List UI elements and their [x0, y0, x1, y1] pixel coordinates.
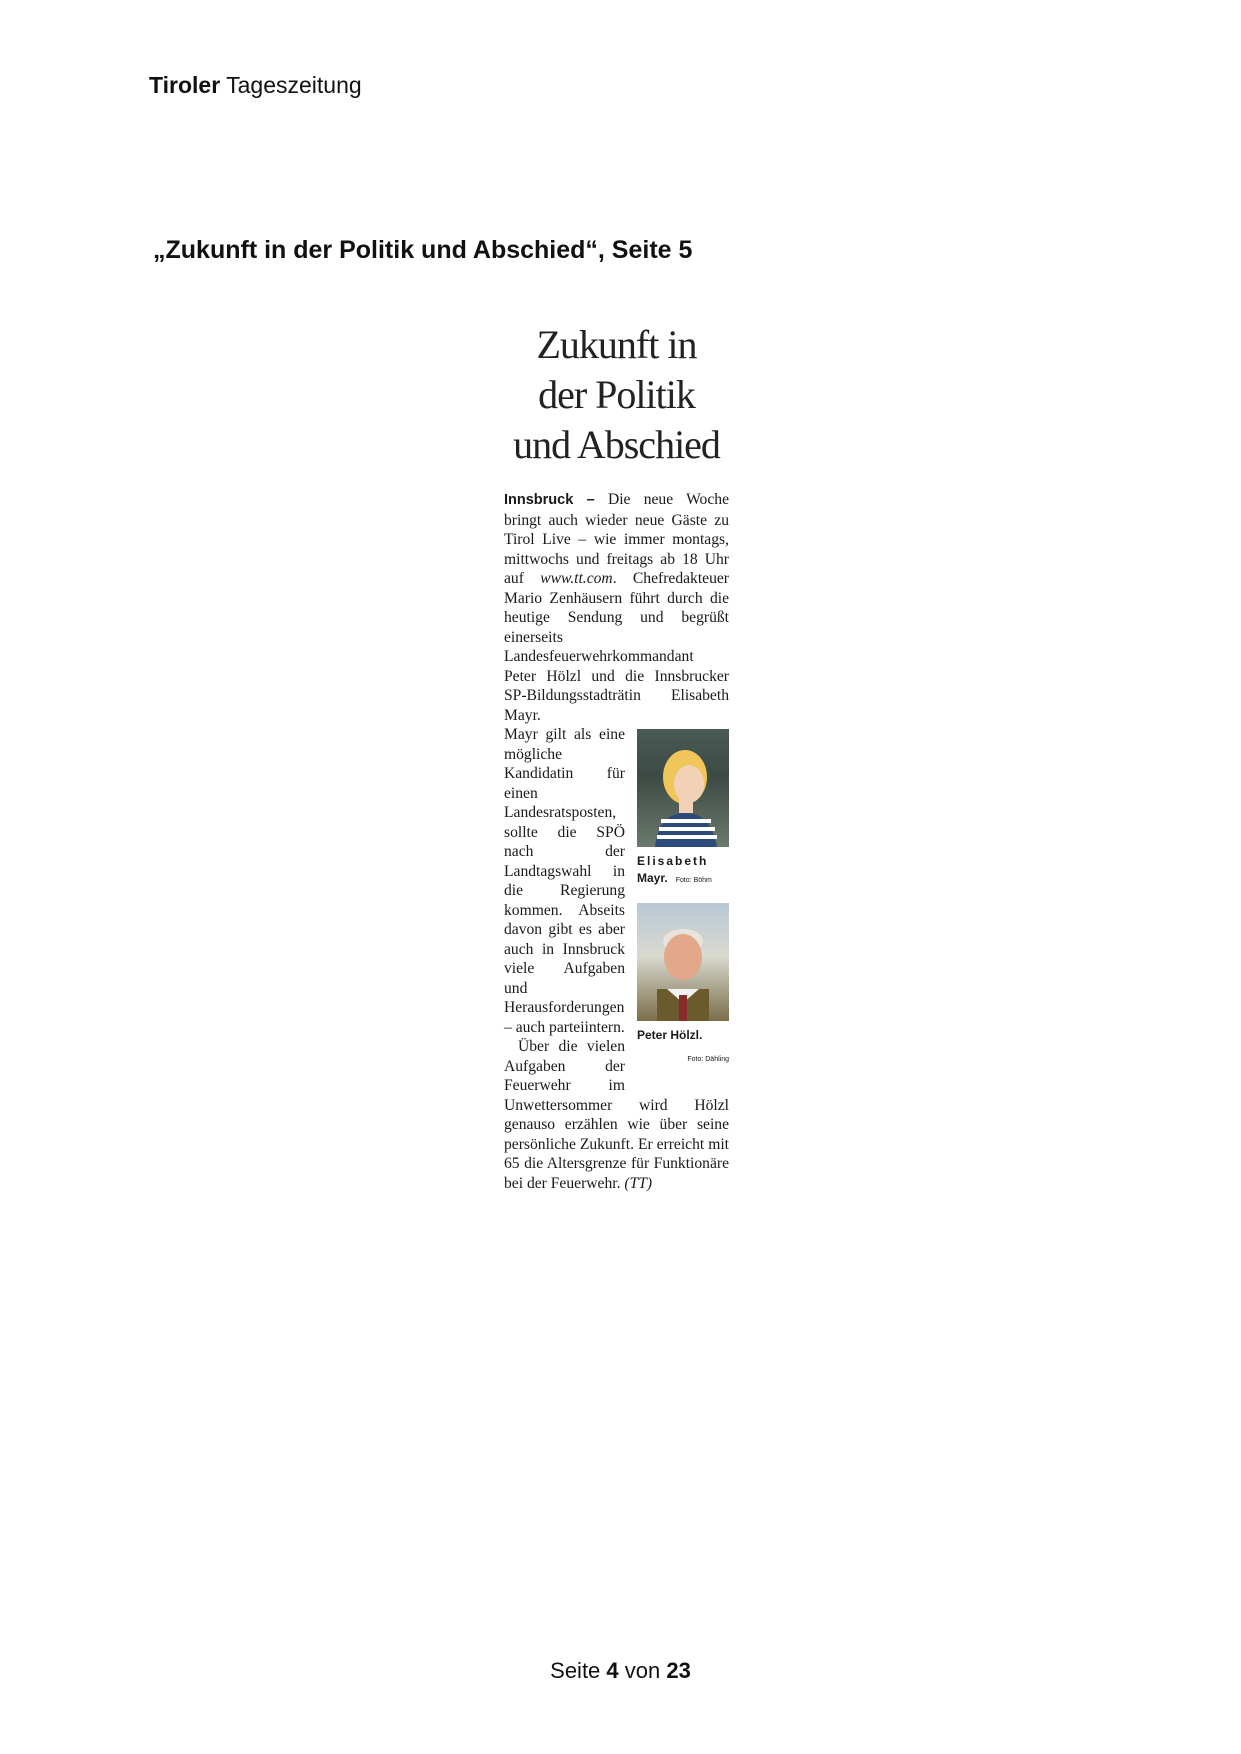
current-page: 4: [606, 1658, 619, 1683]
headline-line: der Politik: [538, 372, 695, 417]
page-number-prefix: Seite: [550, 1658, 607, 1683]
caption-name-first: Elisabeth: [637, 854, 709, 868]
clipping-title: „Zukunft in der Politik und Abschied“, Seite 5: [153, 236, 693, 264]
photo-block-hoelzl: [637, 903, 729, 1070]
photo-credit: Foto: Böhm: [675, 877, 712, 884]
publication-name-rest: Tageszeitung: [226, 72, 362, 98]
paragraph-text: . Chefredakteuer Mario Zenhäusern führt durch die heutige Sendung und begrüßt einerseits Landesfeuerwehrkommandant Peter Hölzl und die Innsbrucker SP-Bildungsstadträtin Elisabeth Mayr.: [504, 570, 729, 724]
portrait-photo-hoelzl: [637, 903, 729, 1021]
portrait-photo-mayr: [637, 729, 729, 847]
portrait-illustration: [637, 903, 729, 1021]
paragraph-text: Über die vielen Aufgaben der Feuerwehr im Unwettersommer wird Hölzl genauso erzählen wie über seine persönliche Zukunft. Er erreicht mit 65 die Altersgrenze für Funktionäre bei der Feuerwehr.: [504, 1038, 729, 1192]
photo-credit: Foto: Dähling: [687, 1056, 729, 1063]
agency-tag: (TT): [624, 1174, 653, 1192]
total-pages: 23: [666, 1658, 691, 1683]
photo-block-mayr: [637, 729, 729, 889]
page-number-separator: von: [618, 1658, 667, 1683]
publication-name-bold: Tiroler: [149, 72, 221, 98]
photo-column: [637, 729, 729, 1084]
publication-name: [149, 72, 362, 99]
article-body: [504, 490, 729, 1193]
article-paragraph: Mayr gilt als eine mögliche Kandidatin für einen Landesratsposten, sollte die SPÖ nach der Landtagswahl in die Regierung kommen. Abseits davon gibt es aber auch in Innsbruck viele Aufgaben und Herausforderungen – auch parteiintern.: [504, 726, 625, 1036]
dateline: Innsbruck –: [504, 492, 595, 508]
article-paragraph: [504, 490, 729, 725]
paragraph-text: Die neue Woche bringt auch wieder neue Gäste zu Tirol Live – wie immer montags, mittwochs und freitags ab 18 Uhr auf: [504, 491, 729, 587]
website-link[interactable]: www.tt.com: [540, 570, 613, 587]
article-headline: [504, 320, 729, 470]
photo-caption: [637, 853, 729, 889]
newspaper-clipping: [504, 320, 729, 1193]
caption-name-last: Mayr.: [637, 871, 668, 885]
headline-line: und Abschied: [513, 422, 720, 467]
portrait-illustration: [637, 729, 729, 847]
headline-line: Zukunft in: [536, 322, 697, 367]
page-number: [0, 1658, 1241, 1684]
photo-caption: Peter Hölzl.: [637, 1028, 703, 1042]
